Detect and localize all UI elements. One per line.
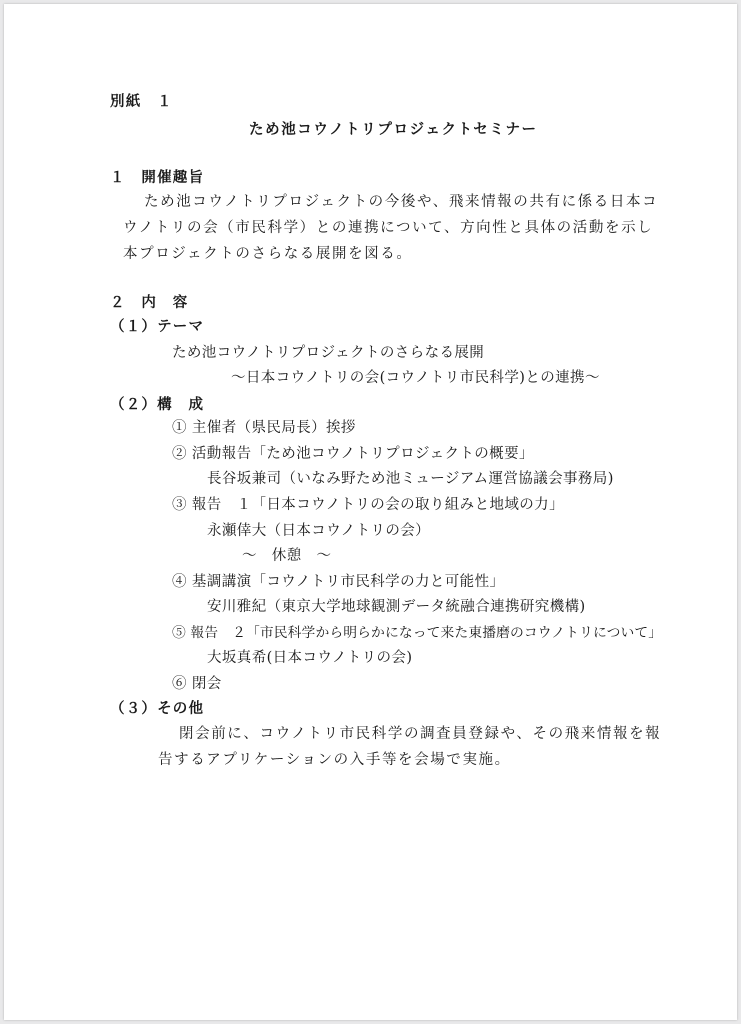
- other-line-2: 告するアプリケーションの入手等を会場で実施。: [158, 752, 511, 768]
- section1-line-2: ウノトリの会（市民科学）との連携について、方向性と具体の活動を示し: [123, 220, 654, 236]
- section2-heading: ２ 内 容: [110, 295, 189, 311]
- structure-speaker: 大坂真希(日本コウノトリの会): [207, 650, 413, 666]
- other-line-1: 閉会前に、コウノトリ市民科学の調査員登録や、その飛来情報を報: [179, 726, 662, 742]
- structure-item: ① 主催者（県民局長）挨拶: [172, 420, 356, 436]
- structure-item: ④ 基調講演「コウノトリ市民科学の力と可能性」: [172, 574, 505, 590]
- structure-item: ② 活動報告「ため池コウノトリプロジェクトの概要」: [172, 446, 534, 462]
- theme-line-1: ため池コウノトリプロジェクトのさらなる展開: [172, 345, 485, 361]
- document-title: ため池コウノトリプロジェクトセミナー: [249, 122, 538, 138]
- annex-label: 別紙 １: [110, 94, 173, 110]
- structure-item: ③ 報告 １「日本コウノトリの会の取り組みと地域の力」: [172, 497, 564, 513]
- structure-speaker: 長谷坂兼司（いなみ野ため池ミュージアム運営協議会事務局): [207, 471, 614, 487]
- document-page: [4, 4, 737, 1020]
- structure-speaker: 永瀬倖大（日本コウノトリの会）: [207, 523, 431, 539]
- theme-line-2: ～日本コウノトリの会(コウノトリ市民科学)との連携～: [231, 370, 600, 386]
- structure-item: ⑥ 閉会: [172, 676, 222, 692]
- theme-heading: （１）テーマ: [110, 319, 205, 335]
- structure-break: ～ 休憩 ～: [242, 548, 332, 564]
- structure-item: ⑤ 報告 ２「市民科学から明らかになって来た東播磨のコウノトリについて」: [172, 625, 663, 641]
- section1-line-1: ため池コウノトリプロジェクトの今後や、飛来情報の共有に係る日本コ: [144, 194, 659, 210]
- section1-line-3: 本プロジェクトのさらなる展開を図る。: [123, 246, 413, 262]
- other-heading: （３）その他: [110, 701, 205, 717]
- structure-speaker: 安川雅紀（東京大学地球観測データ統融合連携研究機構): [207, 599, 586, 615]
- structure-heading: （２）構 成: [110, 397, 205, 413]
- section1-heading: １ 開催趣旨: [110, 170, 205, 186]
